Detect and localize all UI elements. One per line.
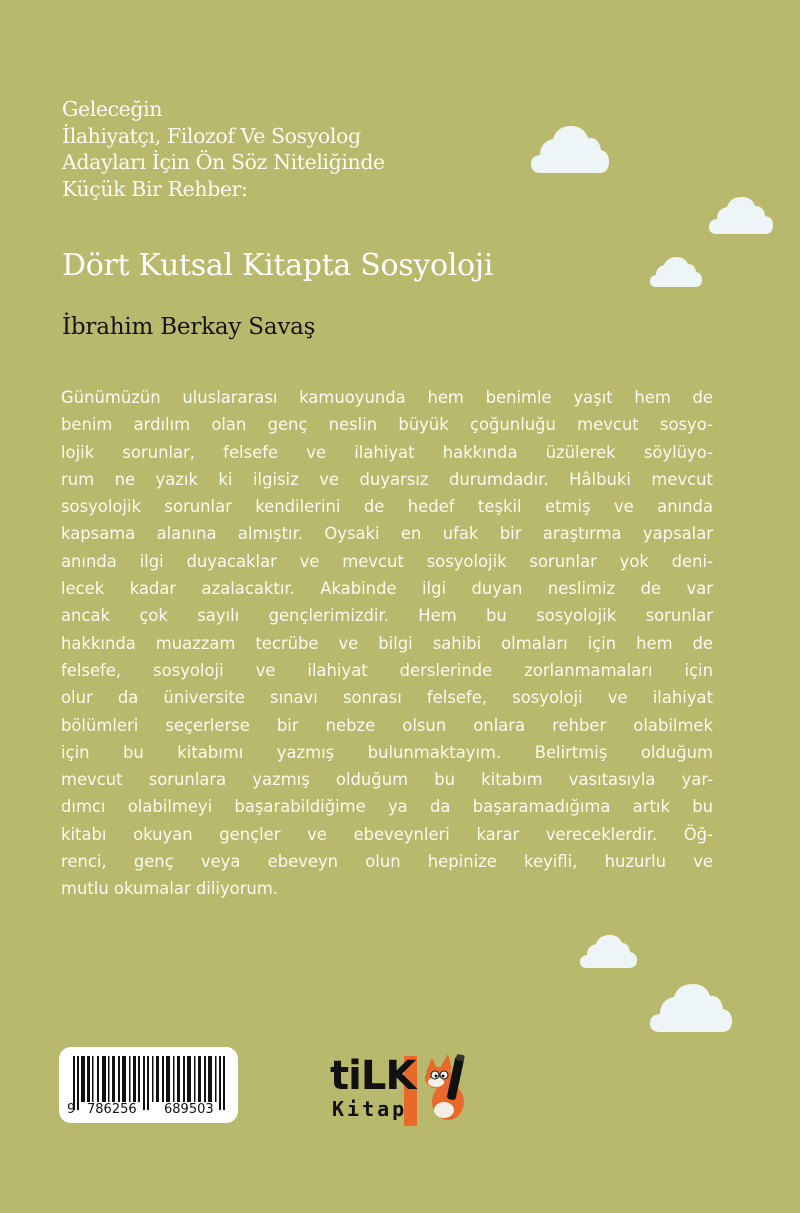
- barcode-digit-group: 9: [67, 1102, 76, 1117]
- cloud-icon: [650, 984, 732, 1033]
- subtitle-line: Adayları İçin Ön Söz Niteliğinde: [62, 150, 385, 174]
- cloud-icon: [580, 935, 637, 969]
- subtitle-line: Küçük Bir Rehber:: [62, 176, 248, 201]
- subtitle-line: İlahiyatçı, Filozof Ve Sosyolog: [62, 123, 361, 148]
- blurb-line: mutlu okumalar diliyorum.: [61, 879, 278, 899]
- blurb-line: anında ilgi duyacaklar ve mevcut sosyolojik sorunlar yok deni-: [61, 551, 713, 571]
- cloud-icon: [709, 197, 773, 235]
- cloud-icon: [650, 257, 702, 288]
- subtitle: [62, 96, 385, 202]
- blurb-line: için bu kitabımı yazmış bulunmaktayım. Belirtmiş olduğum: [61, 742, 713, 762]
- back-cover-blurb: [61, 384, 713, 903]
- blurb-line: kapsama alanına almıştır. Oysaki en ufak bir araştırma yapsalar: [61, 524, 713, 544]
- isbn-barcode: [59, 1047, 238, 1123]
- blurb-line: lecek kadar azalacaktır. Akabinde ilgi duyan neslimiz de var: [61, 579, 713, 599]
- blurb-line: dımcı olabilmeyi başarabildiğime ya da başaramadığıma artık bu: [61, 797, 713, 817]
- subtitle-line: Geleceğin: [62, 97, 163, 121]
- blurb-line: renci, genç veya ebeveyn olun hepinize keyifli, huzurlu ve: [61, 852, 713, 872]
- blurb-line: bölümleri seçerlerse bir nebze olsun onlara rehber olabilmek: [61, 715, 713, 735]
- cloud-icon: [531, 126, 609, 174]
- publisher-logo: [330, 1052, 470, 1132]
- blurb-line: ancak çok sayılı gençlerimizdir. Hem bu sosyolojik sorunlar: [61, 606, 713, 626]
- blurb-line: hakkında muazzam tecrübe ve bilgi sahibi olmaları için hem de: [61, 633, 713, 653]
- blurb-line: kitabı okuyan gençler ve ebeveynleri karar vereceklerdir. Öğ-: [61, 824, 713, 844]
- author-name: İbrahim Berkay Savaş: [62, 314, 316, 340]
- blurb-line: rum ne yazık ki ilgisiz ve duyarsız durumdadır. Hâlbuki mevcut: [61, 469, 713, 489]
- blurb-line: benim ardılım olan genç neslin büyük çoğunluğu mevcut sosyo-: [61, 415, 713, 435]
- blurb-line: mevcut sorunlara yazmış olduğum bu kitabım vasıtasıyla yar-: [61, 770, 713, 790]
- logo-wordmark: tiLK: [330, 1053, 416, 1099]
- blurb-line: lojik sorunlar, felsefe ve ilahiyat hakkında üzülerek söylüyo-: [61, 442, 713, 462]
- blurb-line: sosyolojik sorunlar kendilerini de hedef teşkil etmiş ve anında: [61, 497, 713, 517]
- blurb-line: Günümüzün uluslararası kamuoyunda hem benimle yaşıt hem de: [61, 388, 713, 407]
- logo-subtext: Kitap: [332, 1097, 408, 1121]
- book-title: Dört Kutsal Kitapta Sosyoloji: [62, 248, 494, 283]
- blurb-line: felsefe, sosyoloji ve ilahiyat derslerinde zorlanmamaları için: [61, 660, 713, 680]
- blurb-line: olur da üniversite sınavı sonrası felsefe, sosyoloji ve ilahiyat: [61, 688, 713, 708]
- barcode-digit-group: 786256: [87, 1102, 137, 1117]
- fox-mascot-icon: [422, 1052, 468, 1124]
- barcode-digit-group: 689503: [164, 1102, 214, 1117]
